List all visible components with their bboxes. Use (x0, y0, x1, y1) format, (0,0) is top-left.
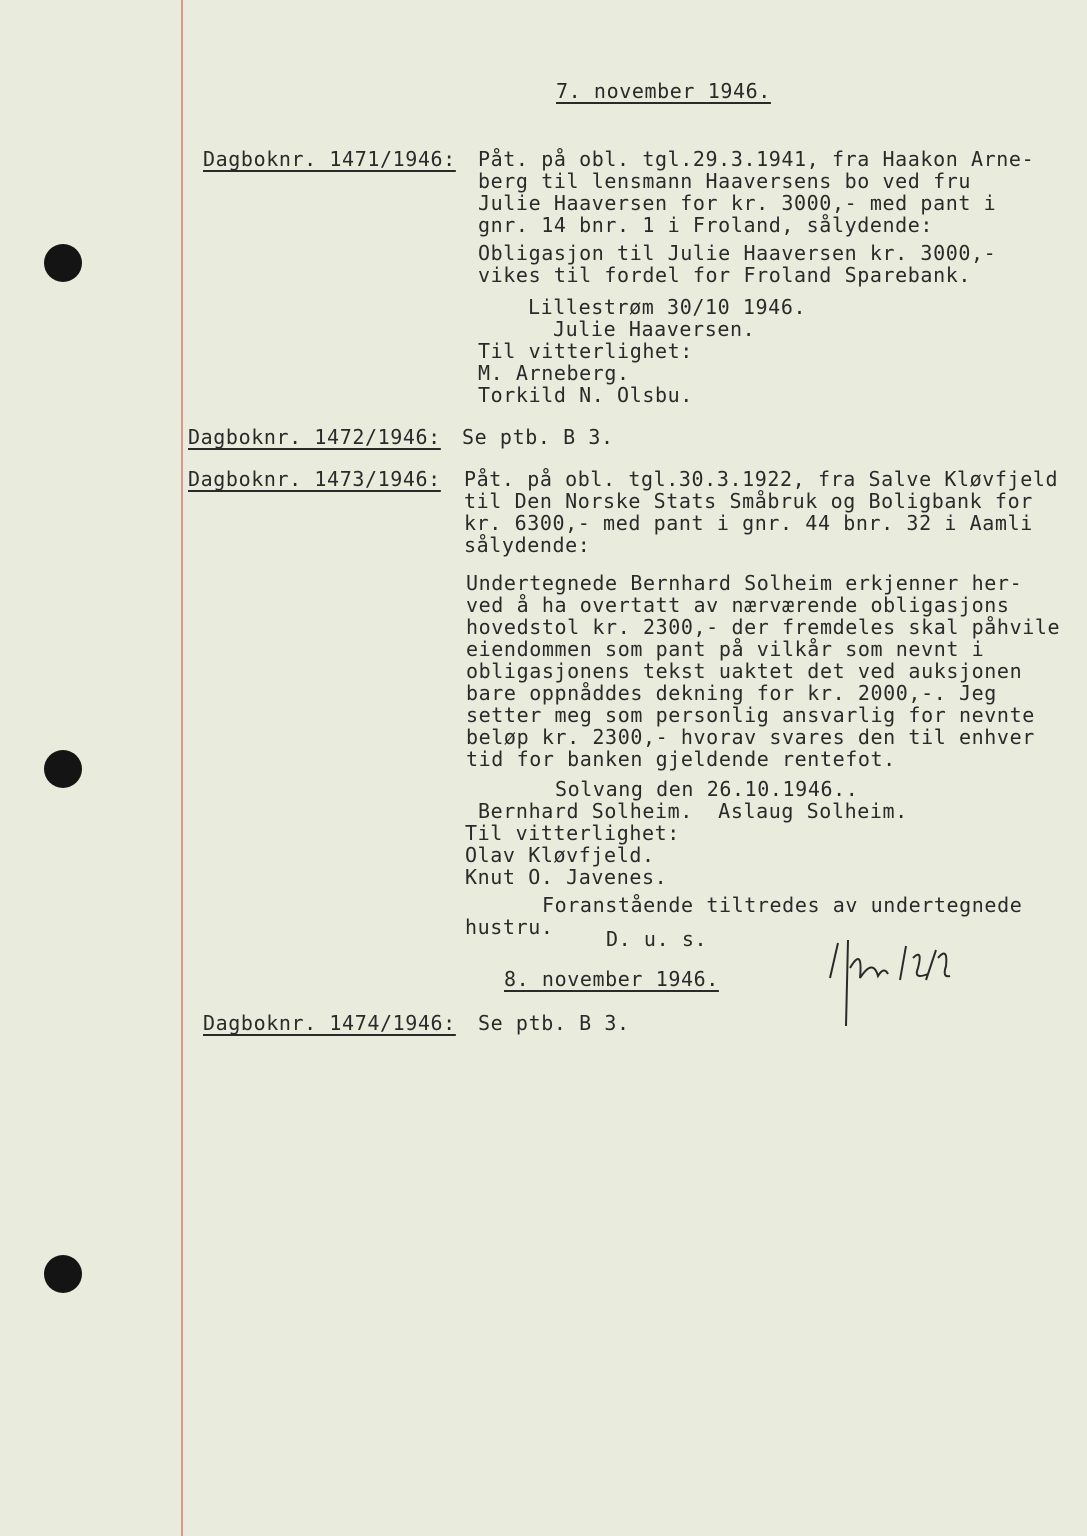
quote-line: bare oppnåddes dekning for kr. 2000,-. Jeg (466, 681, 997, 705)
punch-hole (44, 1255, 82, 1293)
quote-line: tid for banken gjeldende rentefot. (466, 747, 896, 771)
entry-label: Dagboknr. 1474/1946: (203, 1011, 456, 1035)
date-header: 7. november 1946. (556, 79, 771, 103)
entry-text-line: Påt. på obl. tgl.30.3.1922, fra Salve Kløvfjeld (464, 467, 1059, 491)
entry-text-line: Julie Haaversen for kr. 3000,- med pant i (478, 191, 997, 215)
witness-label: Til vitterlighet: (478, 339, 693, 363)
quote-line: beløp kr. 2300,- hvorav svares den til enhver (466, 725, 1035, 749)
entry-label: Dagboknr. 1472/1946: (188, 425, 441, 449)
entry-text: Se ptb. B 3. (478, 1011, 630, 1035)
witness-label: Til vitterlighet: (465, 821, 680, 845)
quote-line: ved å ha overtatt av nærværende obligasjons (466, 593, 1010, 617)
witness: Torkild N. Olsbu. (478, 383, 693, 407)
quote-line: eiendommen som pant på vilkår som nevnt i (466, 637, 985, 661)
place-date: Lillestrøm 30/10 1946. (528, 295, 807, 319)
place-date: Solvang den 26.10.1946.. (555, 777, 859, 801)
addendum: Foranstående tiltredes av undertegnede (542, 893, 1023, 917)
entry-text: Se ptb. B 3. (462, 425, 614, 449)
date-header: 8. november 1946. (504, 967, 719, 991)
entry-label: Dagboknr. 1473/1946: (188, 467, 441, 491)
signer: Julie Haaversen. (553, 317, 756, 341)
quote-line: setter meg som personlig ansvarlig for nevnte (466, 703, 1035, 727)
witness: Olav Kløvfjeld. (465, 843, 655, 867)
punch-hole (44, 244, 82, 282)
witness: M. Arneberg. (478, 361, 630, 385)
entry-text-line: Påt. på obl. tgl.29.3.1941, fra Haakon Arne- (478, 147, 1035, 171)
margin-rule (181, 0, 183, 1536)
addendum: hustru. (465, 915, 554, 939)
witness: Knut O. Javenes. (465, 865, 668, 889)
quote-line: obligasjonens tekst uaktet det ved auksjonen (466, 659, 1023, 683)
dus-note: D. u. s. (606, 927, 708, 951)
quote-line: Obligasjon til Julie Haaversen kr. 3000,- (478, 241, 997, 265)
entry-text-line: kr. 6300,- med pant i gnr. 44 bnr. 32 i Aamli (464, 511, 1033, 535)
entry-text-line: berg til lensmann Haaversens bo ved fru (478, 169, 971, 193)
entry-text-line: til Den Norske Stats Småbruk og Boligbank for (464, 489, 1033, 513)
entry-text-line: gnr. 14 bnr. 1 i Froland, sålydende: (478, 213, 934, 237)
quote-line: hovedstol kr. 2300,- der fremdeles skal påhvile (466, 615, 1061, 639)
handwritten-initials-signature (818, 938, 968, 1028)
entry-text-line: sålydende: (464, 533, 591, 557)
punch-hole (44, 750, 82, 788)
signers: Bernhard Solheim. Aslaug Solheim. (478, 799, 908, 823)
entry-label: Dagboknr. 1471/1946: (203, 147, 456, 171)
quote-line: vikes til fordel for Froland Sparebank. (478, 263, 971, 287)
quote-line: Undertegnede Bernhard Solheim erkjenner her- (466, 571, 1023, 595)
